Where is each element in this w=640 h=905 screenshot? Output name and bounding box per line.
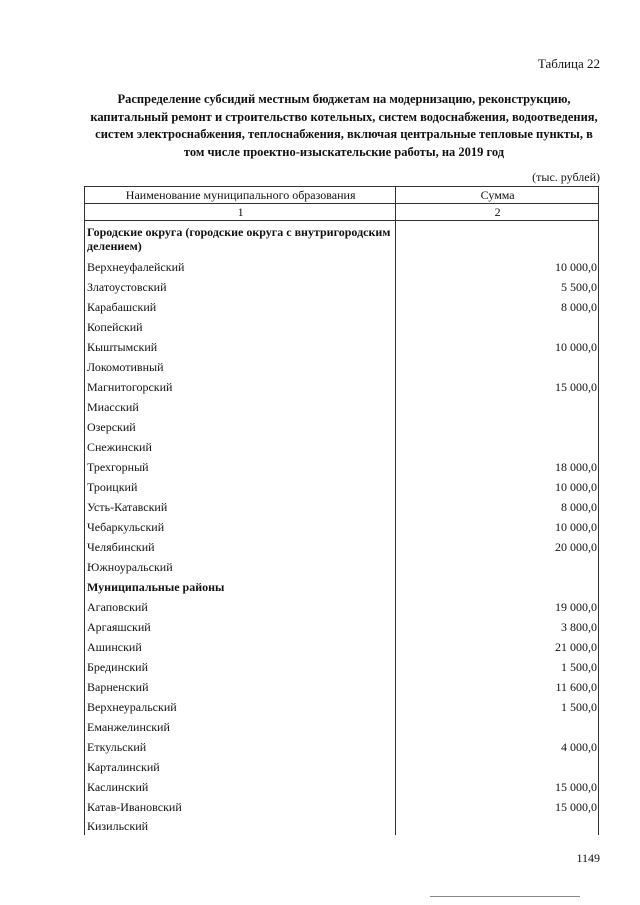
units-label: (тыс. рублей) bbox=[532, 170, 600, 184]
subsidy-amount: 21 000,0 bbox=[396, 637, 599, 657]
table-row bbox=[85, 537, 599, 557]
subsidy-table bbox=[84, 186, 599, 835]
table-row bbox=[85, 617, 599, 637]
table-row bbox=[85, 277, 599, 297]
table-row bbox=[85, 677, 599, 697]
column-number-1: 1 bbox=[85, 204, 396, 221]
municipality-name: Верхнеуфалейский bbox=[85, 257, 396, 277]
subsidy-amount: 1 500,0 bbox=[396, 657, 599, 677]
table-row bbox=[85, 777, 599, 797]
municipality-name: Городские округа (городские округа с внутригородским делением) bbox=[85, 221, 396, 258]
municipality-name: Кизильский bbox=[85, 817, 396, 835]
subsidy-amount: 3 800,0 bbox=[396, 617, 599, 637]
table-row bbox=[85, 757, 599, 777]
subsidy-amount bbox=[396, 317, 599, 337]
subsidy-amount: 10 000,0 bbox=[396, 477, 599, 497]
subsidy-amount bbox=[396, 557, 599, 577]
table-row bbox=[85, 337, 599, 357]
subsidy-amount: 15 000,0 bbox=[396, 777, 599, 797]
municipality-name: Ашинский bbox=[85, 637, 396, 657]
subsidy-amount: 1 500,0 bbox=[396, 697, 599, 717]
subsidy-amount: 5 500,0 bbox=[396, 277, 599, 297]
municipality-name: Локомотивный bbox=[85, 357, 396, 377]
subsidy-amount bbox=[396, 757, 599, 777]
table-row bbox=[85, 597, 599, 617]
table-header-row bbox=[85, 187, 599, 204]
table-section-row bbox=[85, 221, 599, 258]
subsidy-amount bbox=[396, 417, 599, 437]
table-row bbox=[85, 357, 599, 377]
table-row bbox=[85, 477, 599, 497]
subsidy-amount bbox=[396, 577, 599, 597]
municipality-name: Еманжелинский bbox=[85, 717, 396, 737]
table-row bbox=[85, 317, 599, 337]
column-number-2: 2 bbox=[396, 204, 599, 221]
municipality-name: Кыштымский bbox=[85, 337, 396, 357]
table-row bbox=[85, 497, 599, 517]
footer-divider bbox=[430, 896, 580, 897]
table-row bbox=[85, 257, 599, 277]
table-row bbox=[85, 377, 599, 397]
municipality-name: Аргаяшский bbox=[85, 617, 396, 637]
subsidy-amount: 4 000,0 bbox=[396, 737, 599, 757]
municipality-name: Челябинский bbox=[85, 537, 396, 557]
table-row bbox=[85, 697, 599, 717]
subsidy-amount: 19 000,0 bbox=[396, 597, 599, 617]
table-row bbox=[85, 297, 599, 317]
municipality-name: Брединский bbox=[85, 657, 396, 677]
subsidy-amount: 15 000,0 bbox=[396, 797, 599, 817]
subsidy-amount bbox=[396, 357, 599, 377]
municipality-name: Карталинский bbox=[85, 757, 396, 777]
municipality-name: Катав-Ивановский bbox=[85, 797, 396, 817]
subsidy-amount: 10 000,0 bbox=[396, 257, 599, 277]
table-row bbox=[85, 817, 599, 835]
municipality-name: Еткульский bbox=[85, 737, 396, 757]
municipality-name: Миасский bbox=[85, 397, 396, 417]
column-number-row bbox=[85, 204, 599, 221]
page-number: 1149 bbox=[576, 851, 600, 865]
table-row bbox=[85, 517, 599, 537]
municipality-name: Варненский bbox=[85, 677, 396, 697]
table-row bbox=[85, 397, 599, 417]
municipality-name: Южноуральский bbox=[85, 557, 396, 577]
subsidy-amount bbox=[396, 397, 599, 417]
document-title: Распределение субсидий местным бюджетам на модернизацию, реконструкцию, капитальный ремонт и строительство котельных, систем водоснабжения, водоотведения, систем электроснабжения, теплоснабжения, включая центральные тепловые пункты, в том числе проектно-изыскательские работы, на 2019 год bbox=[90, 92, 598, 159]
subsidy-amount: 10 000,0 bbox=[396, 337, 599, 357]
municipality-name: Муниципальные районы bbox=[85, 577, 396, 597]
header-sum: Сумма bbox=[396, 187, 599, 204]
subsidy-amount bbox=[396, 817, 599, 835]
municipality-name: Трехгорный bbox=[85, 457, 396, 477]
subsidy-amount bbox=[396, 221, 599, 258]
municipality-name: Снежинский bbox=[85, 437, 396, 457]
municipality-name: Озерский bbox=[85, 417, 396, 437]
subsidy-amount: 10 000,0 bbox=[396, 517, 599, 537]
header-name: Наименование муниципального образования bbox=[85, 187, 396, 204]
table-row bbox=[85, 557, 599, 577]
subsidy-amount: 15 000,0 bbox=[396, 377, 599, 397]
subsidy-amount: 11 600,0 bbox=[396, 677, 599, 697]
municipality-name: Верхнеуральский bbox=[85, 697, 396, 717]
municipality-name: Копейский bbox=[85, 317, 396, 337]
subsidy-amount: 8 000,0 bbox=[396, 297, 599, 317]
municipality-name: Усть-Катавский bbox=[85, 497, 396, 517]
municipality-name: Карабашский bbox=[85, 297, 396, 317]
table-row bbox=[85, 457, 599, 477]
table-label: Таблица 22 bbox=[537, 56, 600, 71]
table-row bbox=[85, 657, 599, 677]
table-row bbox=[85, 717, 599, 737]
municipality-name: Чебаркульский bbox=[85, 517, 396, 537]
table-row bbox=[85, 417, 599, 437]
table-row bbox=[85, 737, 599, 757]
subsidy-amount: 18 000,0 bbox=[396, 457, 599, 477]
municipality-name: Агаповский bbox=[85, 597, 396, 617]
municipality-name: Троицкий bbox=[85, 477, 396, 497]
subsidy-amount bbox=[396, 717, 599, 737]
municipality-name: Магнитогорский bbox=[85, 377, 396, 397]
municipality-name: Каслинский bbox=[85, 777, 396, 797]
subsidy-amount bbox=[396, 437, 599, 457]
table-row bbox=[85, 437, 599, 457]
subsidy-amount: 20 000,0 bbox=[396, 537, 599, 557]
municipality-name: Златоустовский bbox=[85, 277, 396, 297]
table-section-row bbox=[85, 577, 599, 597]
subsidy-amount: 8 000,0 bbox=[396, 497, 599, 517]
table-row bbox=[85, 637, 599, 657]
table-row bbox=[85, 797, 599, 817]
